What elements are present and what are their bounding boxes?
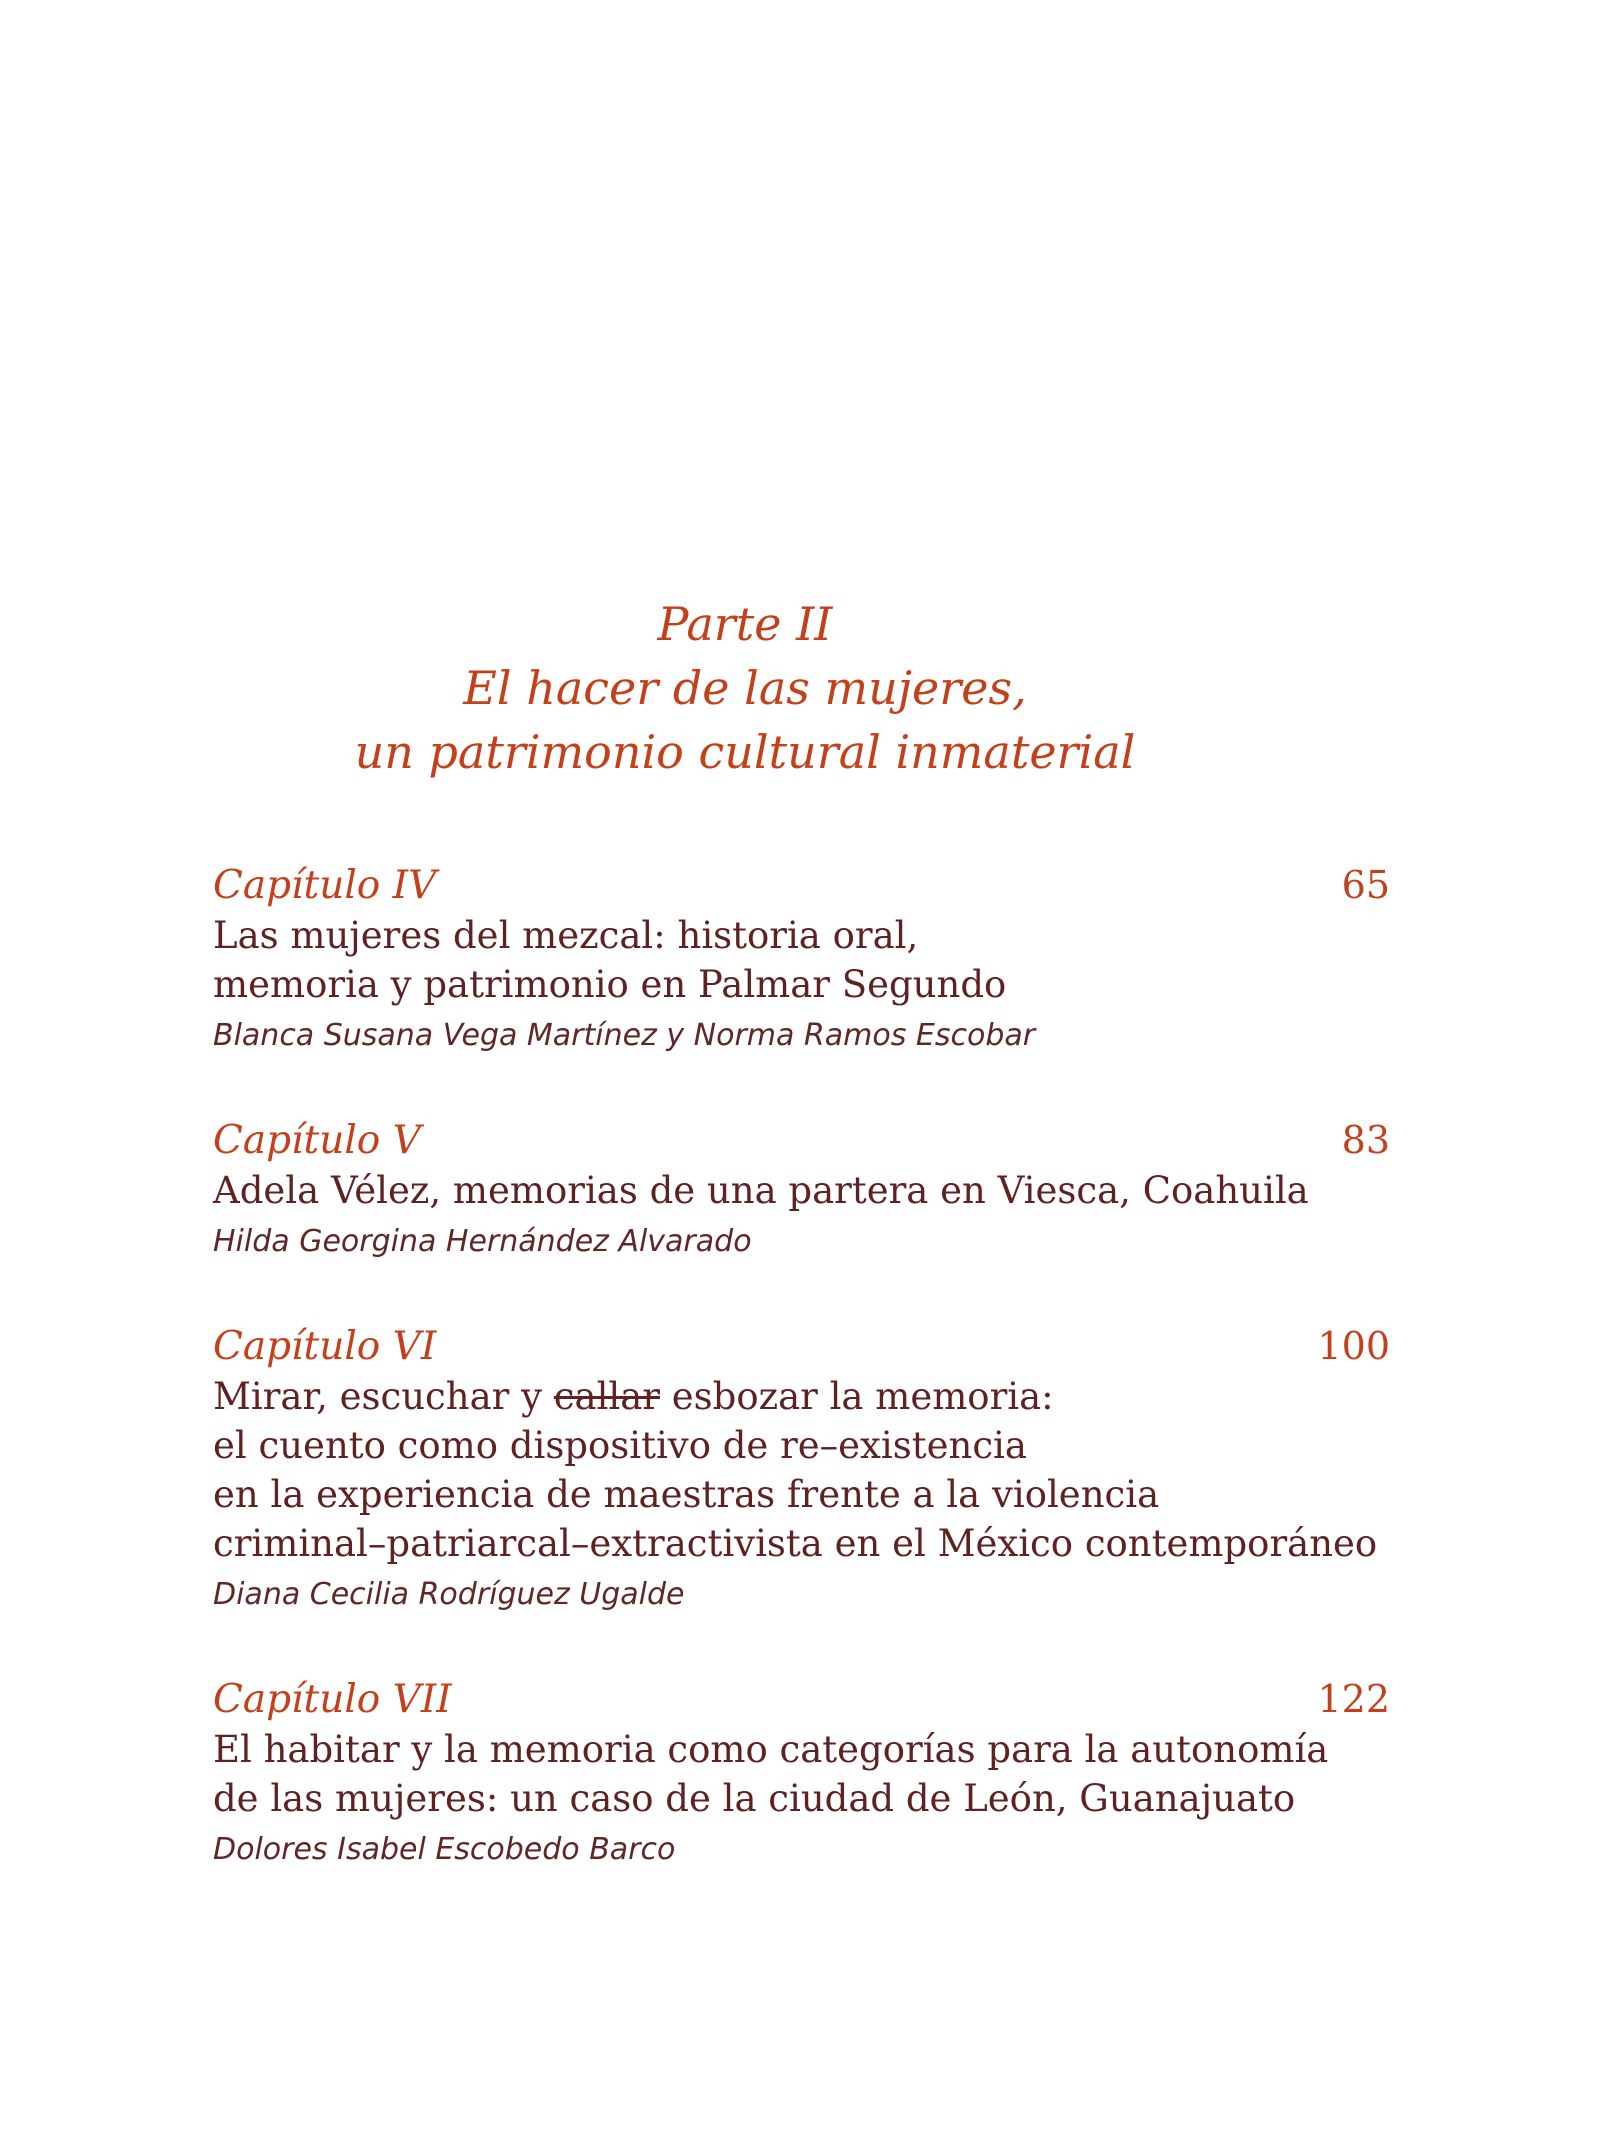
chapter-title: [213, 1725, 1390, 1823]
part-heading-line-3: un patrimonio cultural inmaterial: [354, 725, 1136, 779]
chapter-head: [213, 1115, 1390, 1166]
chapter-title-line: memoria y patrimonio en Palmar Segundo: [213, 963, 1007, 1006]
part-heading-line-2: El hacer de las mujeres,: [463, 661, 1027, 715]
toc-entry: [213, 860, 1390, 1057]
title-text-after-strike: esbozar la memoria:: [659, 1375, 1054, 1418]
chapter-title: [213, 911, 1390, 1009]
chapter-label: Capítulo IV: [213, 863, 437, 908]
chapter-page-number: 83: [1341, 1118, 1390, 1162]
chapter-title-line: Las mujeres del mezcal: historia oral,: [213, 914, 919, 957]
chapter-title-line: el cuento como dispositivo de re–existencia: [213, 1424, 1027, 1467]
chapter-title-line-with-strike: [213, 1372, 1390, 1421]
chapter-title-line: criminal–patriarcal–extractivista en el México contemporáneo: [213, 1522, 1378, 1565]
chapter-head: [213, 1321, 1390, 1372]
chapter-page-number: 65: [1341, 863, 1390, 907]
chapter-title-line: de las mujeres: un caso de la ciudad de León, Guanajuato: [213, 1777, 1296, 1820]
table-of-contents: [213, 860, 1390, 1929]
chapter-label: Capítulo VI: [213, 1324, 437, 1369]
chapter-title-line: en la experiencia de maestras frente a la violencia: [213, 1473, 1160, 1516]
title-text-before-strike: Mirar, escuchar y: [213, 1375, 554, 1418]
chapter-label: Capítulo VII: [213, 1677, 452, 1722]
chapter-author: Dolores Isabel Escobedo Barco: [213, 1832, 676, 1867]
chapter-head: [213, 1674, 1390, 1725]
chapter-author: Blanca Susana Vega Martínez y Norma Ramos Escobar: [213, 1018, 1036, 1053]
struck-word: callar: [553, 1375, 660, 1418]
toc-entry: [213, 1321, 1390, 1616]
toc-entry: [213, 1674, 1390, 1871]
chapter-title-line: Adela Vélez, memorias de una partera en Viesca, Coahuila: [213, 1169, 1309, 1212]
chapter-page-number: 122: [1317, 1677, 1390, 1721]
part-heading: [213, 592, 1277, 784]
chapter-title: [213, 1166, 1390, 1215]
chapter-label: Capítulo V: [213, 1118, 421, 1163]
chapter-title: [213, 1372, 1390, 1568]
chapter-author: Diana Cecilia Rodríguez Ugalde: [213, 1577, 685, 1612]
chapter-title-line: El habitar y la memoria como categorías para la autonomía: [213, 1728, 1329, 1771]
chapter-head: [213, 860, 1390, 911]
toc-entry: [213, 1115, 1390, 1263]
chapter-page-number: 100: [1317, 1324, 1390, 1368]
chapter-author: Hilda Georgina Hernández Alvarado: [213, 1224, 752, 1259]
part-heading-line-1: Parte II: [657, 597, 833, 651]
